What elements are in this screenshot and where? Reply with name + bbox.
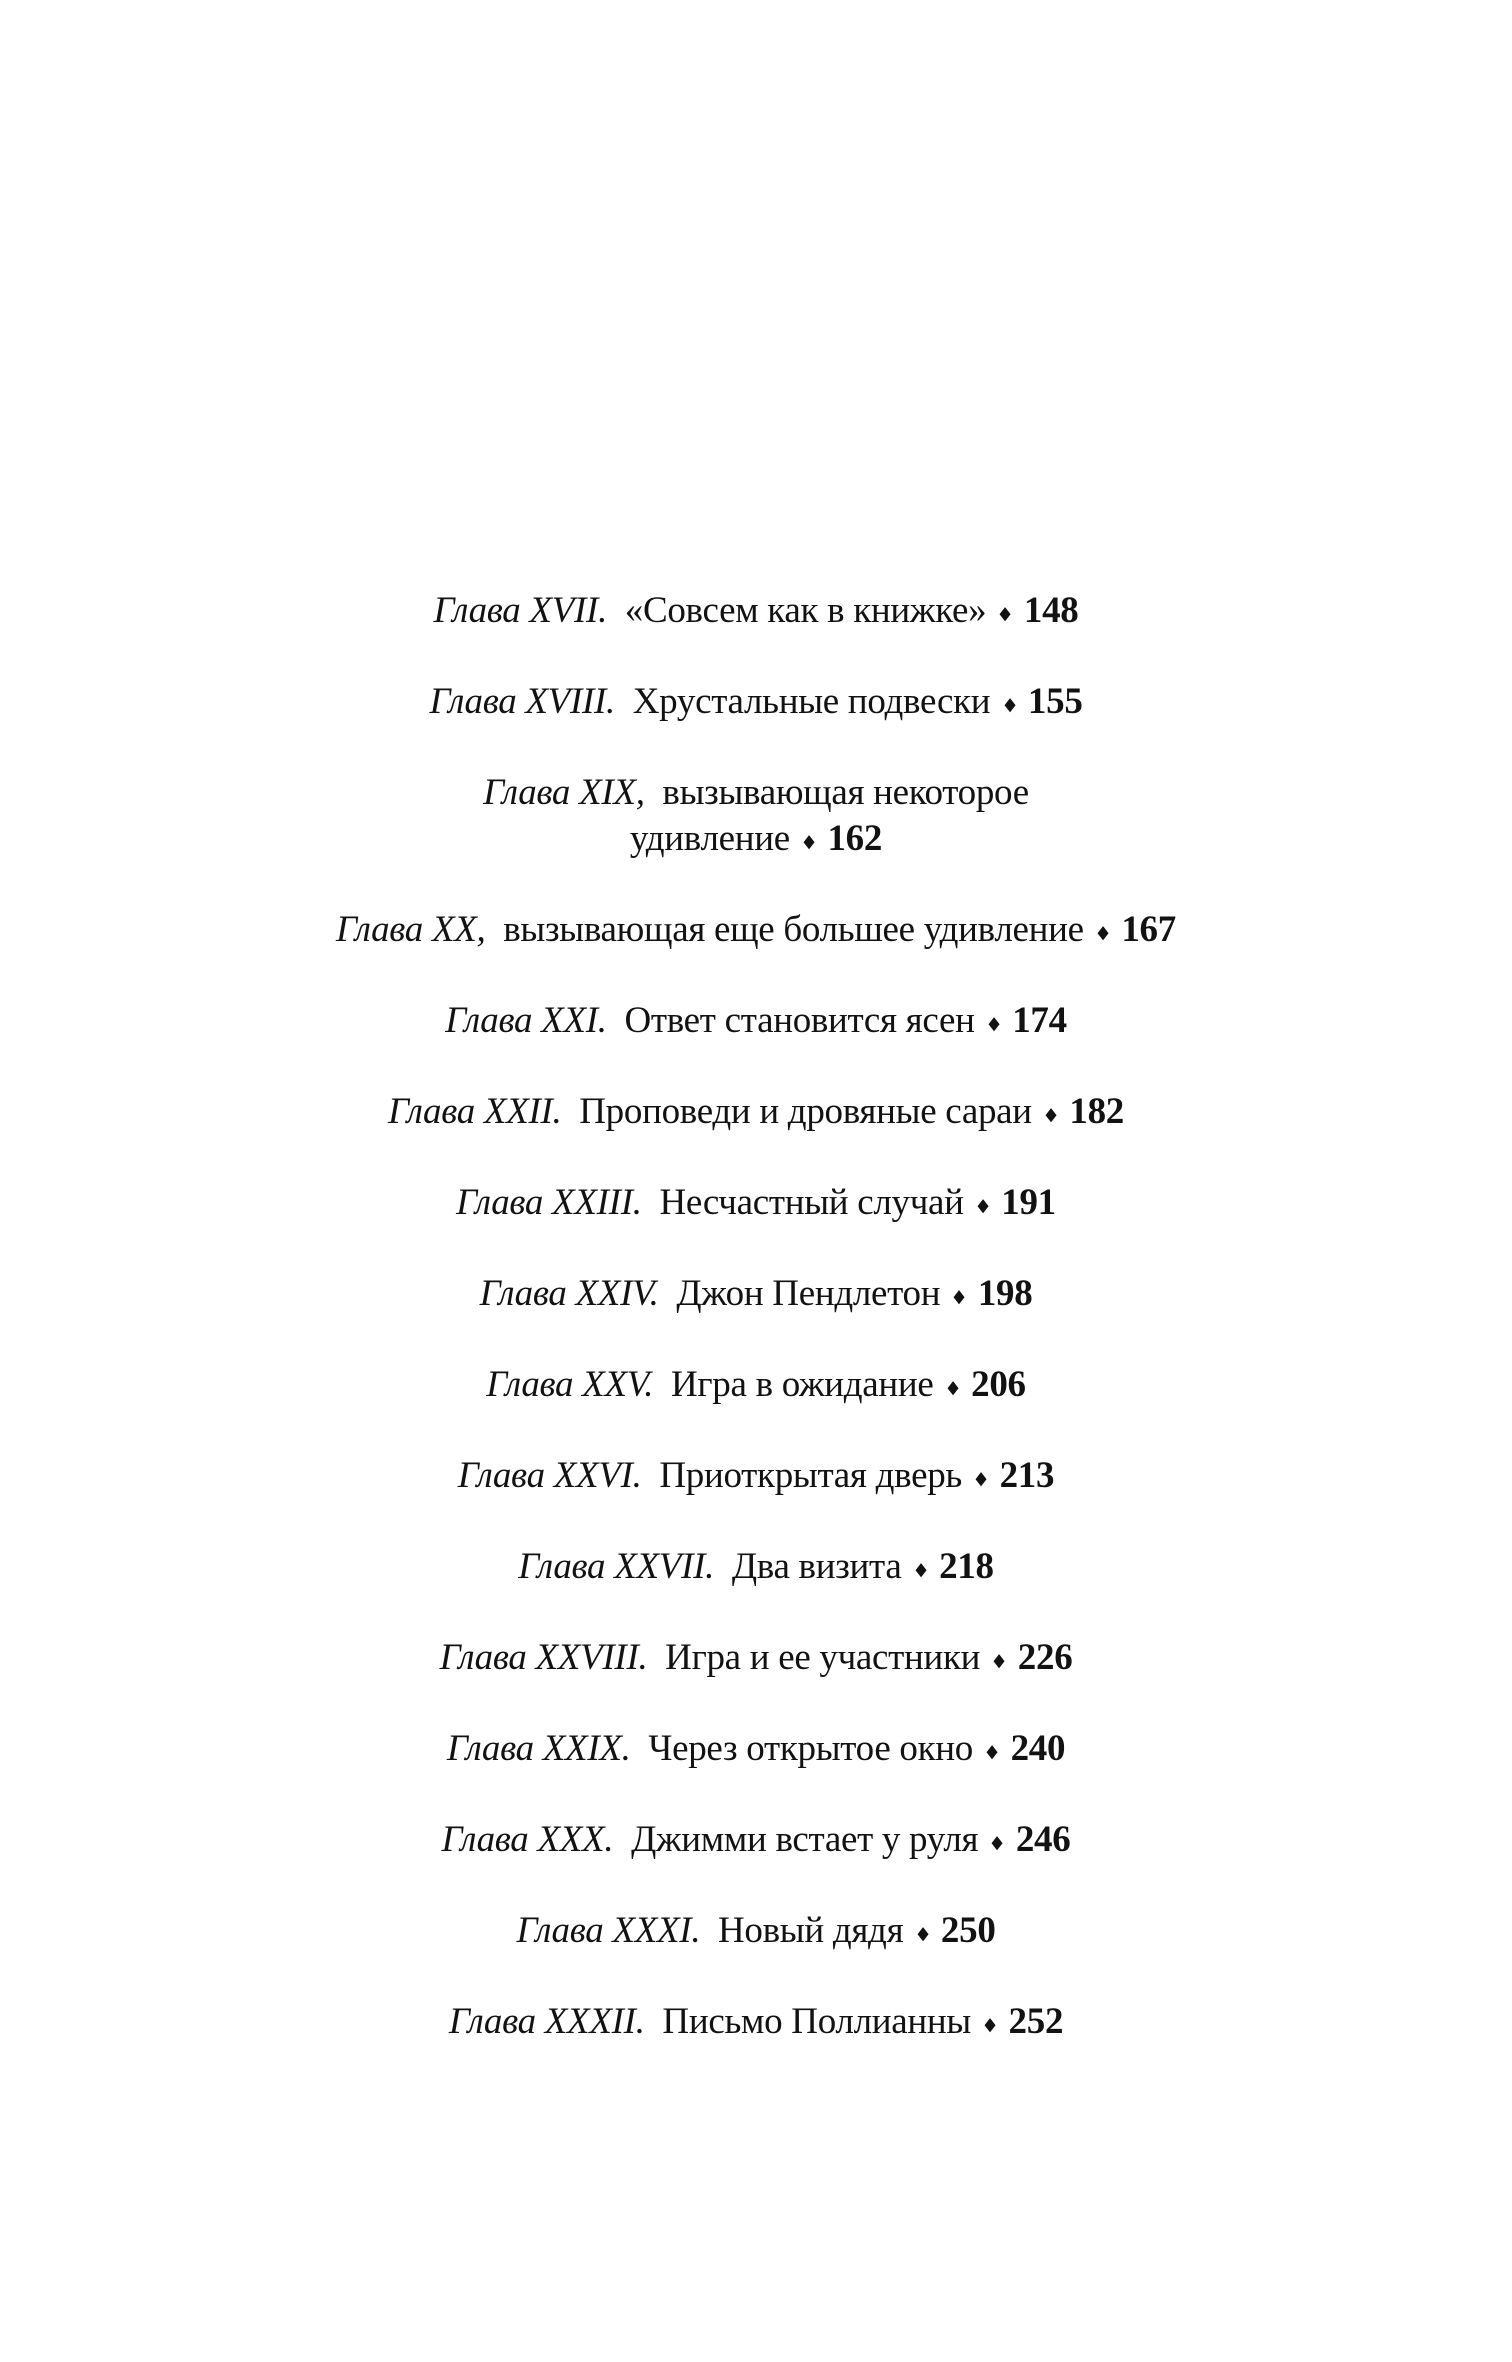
page-number: 148 — [1023, 590, 1079, 631]
toc-entry — [516, 1908, 995, 1954]
diamond-separator-icon: ◆ — [993, 1651, 1005, 1672]
toc-entry-line — [456, 1180, 1056, 1226]
chapter-label: Глава XXIX. — [446, 1728, 631, 1769]
diamond-separator-icon: ◆ — [917, 1924, 928, 1945]
page-number: 182 — [1069, 1091, 1124, 1132]
chapter-label: Глава XXVIII. — [439, 1637, 648, 1678]
toc-entry-line — [458, 1453, 1054, 1499]
diamond-separator-icon: ◆ — [947, 1378, 959, 1399]
chapter-label: Глава XVIII. — [429, 681, 615, 722]
toc-entry — [518, 1544, 993, 1590]
toc-entry-line — [434, 588, 1079, 634]
chapter-title: Письмо Поллианны — [662, 2001, 971, 2042]
chapter-label: Глава XXII. — [387, 1091, 562, 1132]
toc-entry-line — [483, 816, 1029, 862]
diamond-separator-icon: ◆ — [1004, 695, 1015, 716]
toc-entry-line — [429, 679, 1082, 725]
page-number: 213 — [999, 1455, 1055, 1496]
toc-entry-line — [336, 907, 1176, 953]
toc-entry-line — [483, 770, 1029, 816]
diamond-separator-icon: ◆ — [986, 1742, 998, 1763]
diamond-separator-icon: ◆ — [975, 1469, 987, 1490]
toc-entry-line — [447, 1726, 1065, 1772]
chapter-label: Глава XX, — [336, 909, 486, 950]
toc-entry — [456, 1180, 1056, 1226]
chapter-title: Два визита — [731, 1546, 902, 1587]
page-number: 167 — [1121, 909, 1176, 950]
chapter-label: Глава XXI. — [445, 1000, 607, 1041]
toc-entry-line — [449, 1999, 1063, 2045]
page-number: 155 — [1027, 681, 1083, 722]
page-number: 206 — [971, 1364, 1026, 1405]
toc-entry-line — [486, 1362, 1026, 1408]
toc-entry-line — [480, 1271, 1033, 1317]
diamond-separator-icon: ◆ — [991, 1833, 1003, 1854]
page-number: 246 — [1015, 1819, 1071, 1860]
chapter-label: Глава XXXI. — [516, 1910, 701, 1951]
toc-entry-line — [440, 1635, 1073, 1681]
diamond-separator-icon: ◆ — [988, 1014, 1000, 1035]
chapter-title: Проповеди и дровяные сараи — [579, 1091, 1032, 1132]
diamond-separator-icon: ◆ — [1045, 1105, 1057, 1126]
diamond-separator-icon: ◆ — [915, 1560, 927, 1581]
chapter-title: Через открытое окно — [648, 1728, 973, 1769]
diamond-separator-icon: ◆ — [1097, 923, 1109, 944]
toc-entry — [336, 907, 1176, 953]
toc-entry — [440, 1635, 1073, 1681]
chapter-title: Игра в ожидание — [671, 1364, 934, 1405]
chapter-label: Глава XVII. — [433, 590, 608, 631]
page-number: 162 — [827, 818, 883, 859]
chapter-label: Глава XXXII. — [448, 2001, 645, 2042]
chapter-label: Глава XIX, — [483, 772, 645, 813]
chapter-title: Хрустальные подвески — [632, 681, 991, 722]
chapter-title: Джон Пендлетон — [676, 1273, 941, 1314]
page-number: 250 — [940, 1910, 996, 1951]
toc-entry — [388, 1089, 1124, 1135]
page-number: 191 — [1001, 1182, 1056, 1223]
diamond-separator-icon: ◆ — [803, 832, 815, 853]
page-number: 198 — [977, 1273, 1033, 1314]
toc-entry-line — [445, 998, 1067, 1044]
chapter-label: Глава XXIV. — [479, 1273, 659, 1314]
toc-entry — [447, 1726, 1065, 1772]
toc-entry — [458, 1453, 1054, 1499]
toc-entry — [486, 1362, 1026, 1408]
chapter-title: Новый дядя — [718, 1910, 904, 1951]
page-number: 218 — [939, 1546, 994, 1587]
toc-entry-line — [388, 1089, 1124, 1135]
chapter-label: Глава XXV. — [486, 1364, 654, 1405]
chapter-label: Глава XXX. — [441, 1819, 614, 1860]
chapter-label: Глава XXVI. — [457, 1455, 642, 1496]
page-number: 252 — [1008, 2001, 1064, 2042]
toc-entry — [429, 679, 1082, 725]
page-number: 226 — [1017, 1637, 1073, 1678]
toc-entry-line — [518, 1544, 993, 1590]
toc-entry-line — [442, 1817, 1071, 1863]
toc-entry — [483, 770, 1029, 862]
chapter-label: Глава XXIII. — [456, 1182, 642, 1223]
page-number: 174 — [1012, 1000, 1067, 1041]
toc-entry — [449, 1999, 1063, 2045]
chapter-title: Джимми встает у руля — [631, 1819, 979, 1860]
toc-entry-line — [516, 1908, 995, 1954]
chapter-title: Ответ становится ясен — [624, 1000, 975, 1041]
toc-entry — [480, 1271, 1033, 1317]
chapter-label: Глава XXVII. — [518, 1546, 715, 1587]
chapter-title: вызывающая еще большее удивление — [503, 909, 1084, 950]
toc-entry — [445, 998, 1067, 1044]
chapter-title: Приоткрытая дверь — [659, 1455, 962, 1496]
chapter-title: Игра и ее участники — [665, 1637, 981, 1678]
chapter-title: Несчастный случай — [659, 1182, 964, 1223]
toc-entry — [442, 1817, 1071, 1863]
toc-entry — [434, 588, 1079, 634]
chapter-title: «Совсем как в книжке» — [624, 590, 987, 631]
diamond-separator-icon: ◆ — [984, 2015, 996, 2036]
chapter-title: вызывающая некоторое — [662, 772, 1029, 813]
chapter-title-continued: удивление — [629, 818, 790, 859]
diamond-separator-icon: ◆ — [1000, 604, 1011, 625]
diamond-separator-icon: ◆ — [953, 1287, 965, 1308]
diamond-separator-icon: ◆ — [977, 1196, 989, 1217]
page-number: 240 — [1010, 1728, 1066, 1769]
table-of-contents — [0, 588, 1512, 2045]
